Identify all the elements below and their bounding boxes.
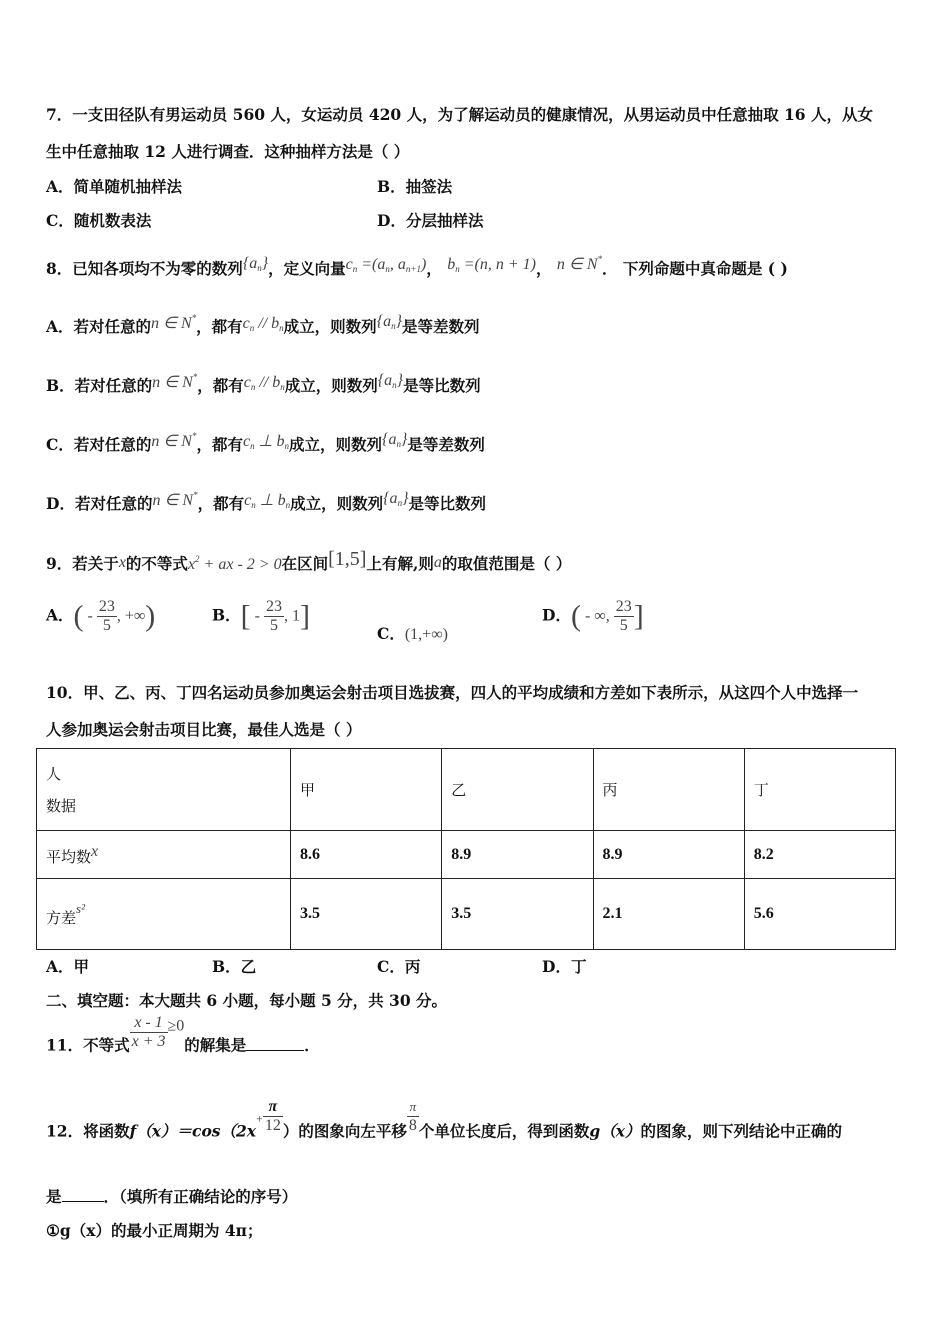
q10-option-a[interactable] xyxy=(46,955,89,977)
q11-text: 不等式 xyxy=(83,1035,130,1055)
q12-text: 个单位长度后，得到函数 xyxy=(418,1121,590,1141)
fraction-x-1-over-x-3: $\frac{x - 1}{x + 3}$ xyxy=(131,1014,166,1050)
q9-stem xyxy=(46,548,571,574)
q10-option-c[interactable] xyxy=(377,955,420,977)
option-label: B． xyxy=(212,957,241,976)
minus-sign: - xyxy=(83,607,97,625)
table-cell: 8.6 xyxy=(291,831,442,879)
q7-option-a[interactable] xyxy=(46,175,182,197)
option-label: A． xyxy=(46,177,74,196)
table-row xyxy=(37,831,896,879)
option-label: C． xyxy=(377,624,405,643)
q7-stem-line1: 7．一支田径队有男运动员 560 人，女运动员 420 人，为了解运动员的健康情况，从男运动员中任意抽取 16 人，从女 xyxy=(46,105,873,124)
option-text: 抽签法 xyxy=(405,177,453,196)
q9-option-d[interactable] xyxy=(542,598,644,635)
q12-item-1: ①g（x）的最小正周期为 4π； xyxy=(46,1221,263,1240)
table-corner-cell xyxy=(37,749,291,831)
math-text: , +∞ xyxy=(116,607,146,625)
n-in-naturals: n ∈ N* xyxy=(151,313,197,332)
option-text: 是等差数列 xyxy=(402,317,480,336)
option-label: C． xyxy=(46,211,74,230)
option-text: 若对任意的 xyxy=(73,435,152,454)
option-label: B． xyxy=(212,605,241,625)
question-number: 9． xyxy=(46,554,73,573)
table-row xyxy=(37,879,896,950)
n-in-naturals: n ∈ N* xyxy=(556,254,602,273)
q7-option-d[interactable] xyxy=(377,209,483,231)
q8-text: 已知各项均不为零的数列 xyxy=(72,259,243,278)
q8-text: ， xyxy=(426,259,442,278)
interval: [1,5] xyxy=(328,548,367,570)
sequence-an: $\{a_n\}$ xyxy=(242,255,269,273)
option-label: A． xyxy=(46,605,74,625)
mean-symbol: x xyxy=(91,842,99,860)
bracket-close: ] xyxy=(299,599,310,633)
q8-option-a[interactable] xyxy=(46,313,480,337)
sequence-an: $\{a_n\}$ xyxy=(376,313,402,331)
table-cell: 2.1 xyxy=(593,879,744,950)
q8-option-d[interactable] xyxy=(46,490,486,514)
q11-stem xyxy=(46,1014,320,1056)
table-header-cell: 丁 xyxy=(744,749,895,831)
option-text: 随机数表法 xyxy=(73,211,152,230)
q9-text: 上有解,则 xyxy=(366,554,434,573)
q12-text: 是 xyxy=(46,1187,62,1206)
row-label-text: 平均数 xyxy=(46,847,92,866)
option-text: 丙 xyxy=(404,957,421,976)
plus-sign: + xyxy=(256,1111,263,1126)
q9-text: 的取值范围是（ ） xyxy=(441,554,572,573)
q10-stem-line2: 人参加奥运会射击项目比赛，最佳人选是（ ） xyxy=(46,720,362,739)
option-text: 成立，则数列 xyxy=(290,494,384,513)
option-label: B． xyxy=(377,177,406,196)
paren-open: ( xyxy=(570,599,581,633)
math-text: - ∞, xyxy=(580,607,614,625)
option-label: A． xyxy=(46,957,74,976)
option-text: ，都有 xyxy=(196,317,243,336)
inequality: $x^2$ + ax - 2 > 0 xyxy=(187,554,282,573)
option-text: 丁 xyxy=(570,957,587,976)
table-header-row xyxy=(37,749,896,831)
option-label: A． xyxy=(46,317,74,336)
option-text: 是等差数列 xyxy=(407,435,485,454)
option-text: 成立，则数列 xyxy=(289,435,383,454)
q9-text: 若关于 xyxy=(72,554,119,573)
q9-text: 在区间 xyxy=(281,554,329,573)
vector-relation: $c_n$ ⊥ $b_n$ xyxy=(242,433,290,451)
table-cell: 3.5 xyxy=(442,879,593,950)
q12-text: 的图象，则下列结论中正确的 xyxy=(640,1121,842,1141)
q11-text: 的解集是 xyxy=(184,1035,247,1055)
table-cell: 8.9 xyxy=(593,831,744,879)
sequence-an: $\{a_n\}$ xyxy=(377,372,404,390)
option-text: ，都有 xyxy=(196,435,243,454)
option-text: 若对任意的 xyxy=(74,376,153,395)
vector-b-def: $b_n =(n$, n + 1) xyxy=(447,256,536,274)
question-number: 8． xyxy=(46,259,73,278)
var-a: a xyxy=(433,554,442,571)
paren-open: ( xyxy=(73,599,84,633)
q12-text: 将函数 xyxy=(83,1121,130,1141)
option-text: 若对任意的 xyxy=(74,494,153,513)
q10-option-b[interactable] xyxy=(212,955,256,977)
corner-label-bottom: 数据 xyxy=(46,796,77,815)
option-text: 分层抽样法 xyxy=(405,211,484,230)
n-in-naturals: n ∈ N* xyxy=(152,372,198,391)
question-number: 12． xyxy=(46,1121,84,1141)
q9-option-b[interactable] xyxy=(212,598,310,635)
table-header-cell: 甲 xyxy=(291,749,442,831)
table-cell: 3.5 xyxy=(291,879,442,950)
q9-text: 的不等式 xyxy=(125,554,188,573)
corner-label-top: 人 xyxy=(46,764,62,783)
q8-text: ． 下列命题中真命题是 ( ) xyxy=(601,259,788,278)
q12-text: 的图象向左平移 xyxy=(298,1121,407,1141)
table-cell: 5.6 xyxy=(744,879,895,950)
table-header-cell: 丙 xyxy=(593,749,744,831)
option-label: C． xyxy=(46,435,74,454)
vector-c-def: $c_n =(a_n$, $a_{n+1}$) xyxy=(345,256,427,274)
option-text: 若对任意的 xyxy=(73,317,152,336)
row-label-variance xyxy=(37,879,291,950)
bracket-open: [ xyxy=(240,599,251,633)
option-label: B． xyxy=(46,376,75,395)
minus-sign: - xyxy=(250,607,264,625)
q12-stem-line2 xyxy=(46,1185,297,1207)
fraction-pi-8: $\frac{\pi}{8}$ xyxy=(408,1099,417,1134)
vector-relation: $c_n$ ⊥ $b_n$ xyxy=(244,492,291,510)
row-label-mean xyxy=(37,831,291,879)
athlete-score-table xyxy=(36,748,896,950)
option-text: 乙 xyxy=(240,957,257,976)
q8-text: ， xyxy=(535,259,552,278)
table-header-cell: 乙 xyxy=(442,749,593,831)
q7-stem-line2: 生中任意抽取 12 人进行调查．这种抽样方法是（ ） xyxy=(46,142,410,161)
function-g: g（x） xyxy=(589,1121,641,1141)
question-number: 11． xyxy=(46,1035,84,1055)
q9-option-c[interactable] xyxy=(377,622,448,644)
option-text: 甲 xyxy=(73,957,90,976)
option-label: D． xyxy=(377,211,406,230)
option-text: ，都有 xyxy=(197,494,245,513)
sequence-an: $\{a_n\}$ xyxy=(383,490,409,508)
q11-text: ． xyxy=(304,1035,320,1055)
option-label: D． xyxy=(542,605,571,625)
option-text: 是等比数列 xyxy=(403,376,481,395)
var-x: x xyxy=(118,554,126,571)
option-label: D． xyxy=(542,957,571,976)
section-heading: 二、填空题：本大题共 6 小题，每小题 5 分，共 30 分。 xyxy=(46,991,448,1010)
bracket-close: ] xyxy=(633,599,644,633)
q10-stem-line1: 10．甲、乙、丙、丁四名运动员参加奥运会射击项目选拔赛，四人的平均成绩和方差如下表所示，从这四个人中选择一 xyxy=(46,683,859,702)
q12-text: ．（填所有正确结论的序号） xyxy=(103,1187,298,1206)
variance-symbol: s² xyxy=(76,900,85,916)
fraction-pi-12: $\frac{\pi}{12}$ xyxy=(264,1098,281,1134)
math-text: , 1 xyxy=(283,607,300,625)
option-label: C． xyxy=(377,957,405,976)
q8-option-c[interactable] xyxy=(46,431,485,455)
answer-blank[interactable] xyxy=(62,1201,104,1202)
table-cell: 8.2 xyxy=(744,831,895,879)
q9-option-a[interactable] xyxy=(46,598,155,635)
fraction-23-5: $\frac{23}{5}$ xyxy=(265,598,282,634)
row-label-text: 方差 xyxy=(46,908,77,927)
fraction-23-5: $\frac{23}{5}$ xyxy=(615,598,632,634)
option-text: 成立，则数列 xyxy=(284,376,378,395)
option-label: D． xyxy=(46,494,75,513)
q7-option-c[interactable] xyxy=(46,209,151,231)
table-cell: 8.9 xyxy=(442,831,593,879)
q8-text: ，定义向量 xyxy=(268,259,346,278)
vector-relation: $c_n // b_n$ xyxy=(243,374,285,392)
answer-blank[interactable] xyxy=(246,1050,304,1051)
function-f-expr: f（x）＝cos（2x xyxy=(129,1121,257,1141)
option-text: 是等比数列 xyxy=(408,494,486,513)
option-text: 成立，则数列 xyxy=(283,317,377,336)
option-text: ，都有 xyxy=(197,376,244,395)
option-text: (1,+∞) xyxy=(404,626,448,643)
n-in-naturals: n ∈ N* xyxy=(152,490,198,509)
q8-stem xyxy=(46,254,788,279)
sequence-an: $\{a_n\}$ xyxy=(382,431,408,449)
paren-close: ) xyxy=(145,599,156,633)
close-paren: ） xyxy=(282,1121,299,1141)
geq-zero: ≥0 xyxy=(167,1017,185,1035)
option-text: 简单随机抽样法 xyxy=(73,177,183,196)
q7-option-b[interactable] xyxy=(377,175,452,197)
fraction-23-5: $\frac{23}{5}$ xyxy=(98,598,115,634)
q12-stem xyxy=(46,1098,842,1142)
n-in-naturals: n ∈ N* xyxy=(151,431,197,450)
q8-option-b[interactable] xyxy=(46,372,481,396)
q10-option-d[interactable] xyxy=(542,955,586,977)
vector-relation: $c_n // b_n$ xyxy=(242,315,284,333)
